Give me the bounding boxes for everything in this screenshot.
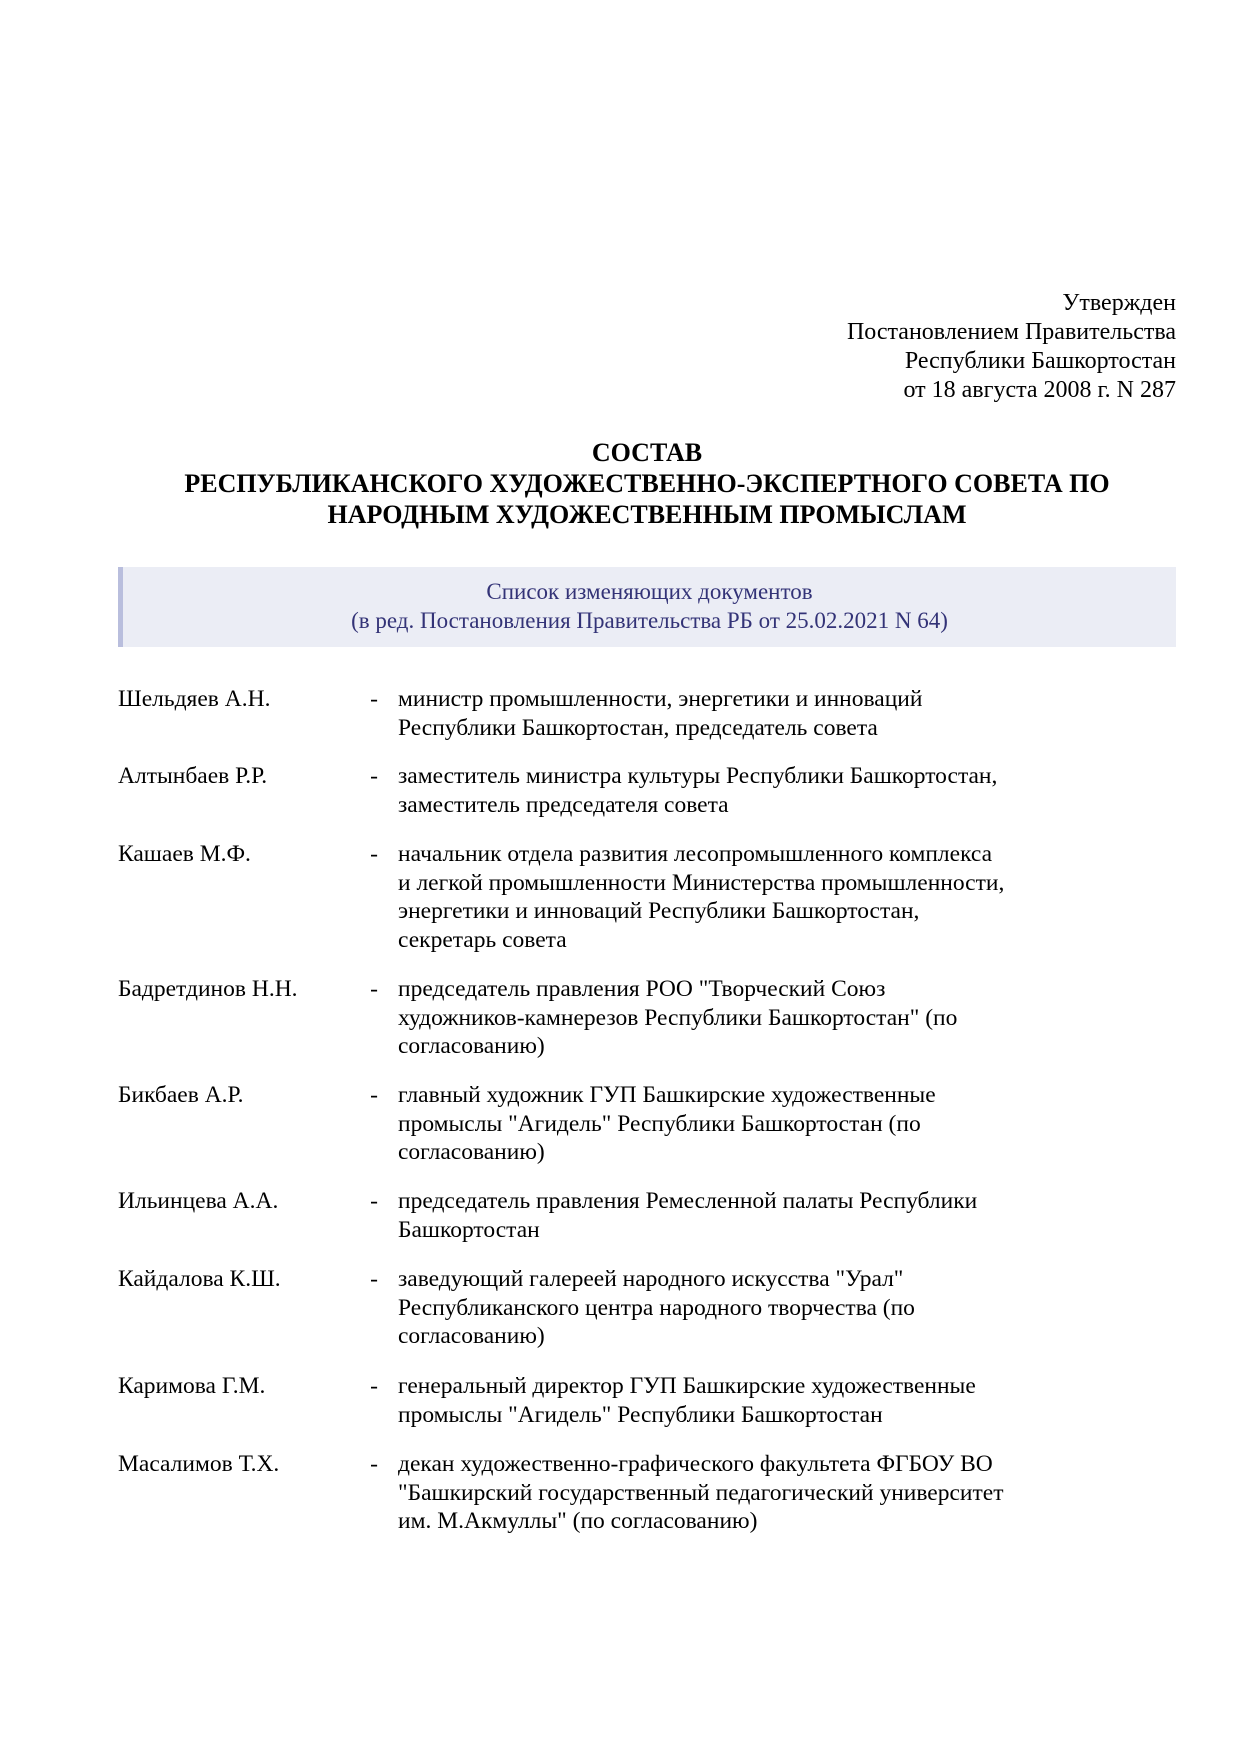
member-dash: - [370,686,378,712]
role-line: согласованию) [398,1139,545,1165]
member-dash: - [370,1451,378,1477]
role-line: начальник отдела развития лесопромышленного комплекса [398,841,993,867]
member-name: Алтынбаев Р.Р. [118,763,268,789]
role-line: и легкой промышленности Министерства промышленности, [398,869,1005,896]
changes-reference: (в ред. Постановления Правительства РБ от 25.02.2021 N 64) [351,608,948,633]
changes-heading: Список изменяющих документов [486,579,813,604]
member-role [398,1265,1098,1351]
role-line: заместитель министра культуры Республики Башкортостан, [398,763,998,789]
document-title [118,437,1176,530]
role-line: согласованию) [398,1033,545,1059]
member-role [398,975,1098,1061]
changes-box [118,567,1176,647]
member-dash: - [370,841,378,867]
member-role [398,1187,1098,1244]
member-role [398,1372,1098,1429]
member-name: Ильинцева А.А. [118,1188,279,1214]
member-dash: - [370,763,378,789]
role-line: генеральный директор ГУП Башкирские художественные [398,1373,976,1399]
member-name: Бикбаев А.Р. [118,1082,244,1108]
role-line: художников-камнерезов Республики Башкортостан" (по [398,1004,958,1031]
role-line: министр промышленности, энергетики и инноваций [398,686,923,712]
role-line: согласованию) [398,1323,545,1349]
title-line: РЕСПУБЛИКАНСКОГО ХУДОЖЕСТВЕННО-ЭКСПЕРТНОГО СОВЕТА ПО [184,469,1110,498]
member-name: Шельдяев А.Н. [118,686,271,712]
role-line: "Башкирский государственный педагогический университет [398,1479,1004,1506]
role-line: секретарь совета [398,926,567,953]
member-dash: - [370,1188,378,1214]
member-role [398,840,1098,954]
member-role [398,1450,1098,1536]
member-name: Кашаев М.Ф. [118,841,251,867]
member-name: Масалимов Т.Х. [118,1451,280,1477]
member-role [398,1081,1098,1167]
member-name: Кайдалова К.Ш. [118,1266,281,1292]
member-dash: - [370,1266,378,1292]
role-line: председатель правления Ремесленной палаты Республики [398,1188,978,1214]
member-dash: - [370,976,378,1002]
role-line: промыслы "Агидель" Республики Башкортостан [398,1401,883,1428]
role-line: энергетики и инноваций Республики Башкортостан, [398,898,920,924]
member-name: Каримова Г.М. [118,1373,266,1399]
role-line: заведующий галереей народного искусства "Урал" [398,1266,904,1292]
role-line: Республиканского центра народного творчества (по [398,1294,915,1321]
role-line: им. М.Акмуллы" (по согласованию) [398,1508,758,1534]
role-line: Республики Башкортостан, председатель совета [398,714,878,741]
approval-line: Постановлением Правительства [846,319,1176,345]
approval-line: от 18 августа 2008 г. N 287 [903,377,1176,403]
member-name: Бадретдинов Н.Н. [118,976,298,1002]
approval-block [616,289,1176,405]
role-line: декан художественно-графического факультета ФГБОУ ВО [398,1451,993,1477]
role-line: председатель правления РОО "Творческий Союз [398,976,886,1002]
role-line: главный художник ГУП Башкирские художественные [398,1082,936,1108]
approval-line: Республики Башкортостан [904,348,1176,374]
role-line: промыслы "Агидель" Республики Башкортостан (по [398,1110,921,1137]
role-line: Башкортостан [398,1216,540,1243]
member-dash: - [370,1082,378,1108]
member-role [398,762,1098,819]
role-line: заместитель председателя совета [398,791,729,818]
member-dash: - [370,1373,378,1399]
approval-line: Утвержден [1062,290,1176,316]
title-line: НАРОДНЫМ ХУДОЖЕСТВЕННЫМ ПРОМЫСЛАМ [327,500,967,529]
title-line: СОСТАВ [591,438,703,467]
member-role [398,685,1098,742]
